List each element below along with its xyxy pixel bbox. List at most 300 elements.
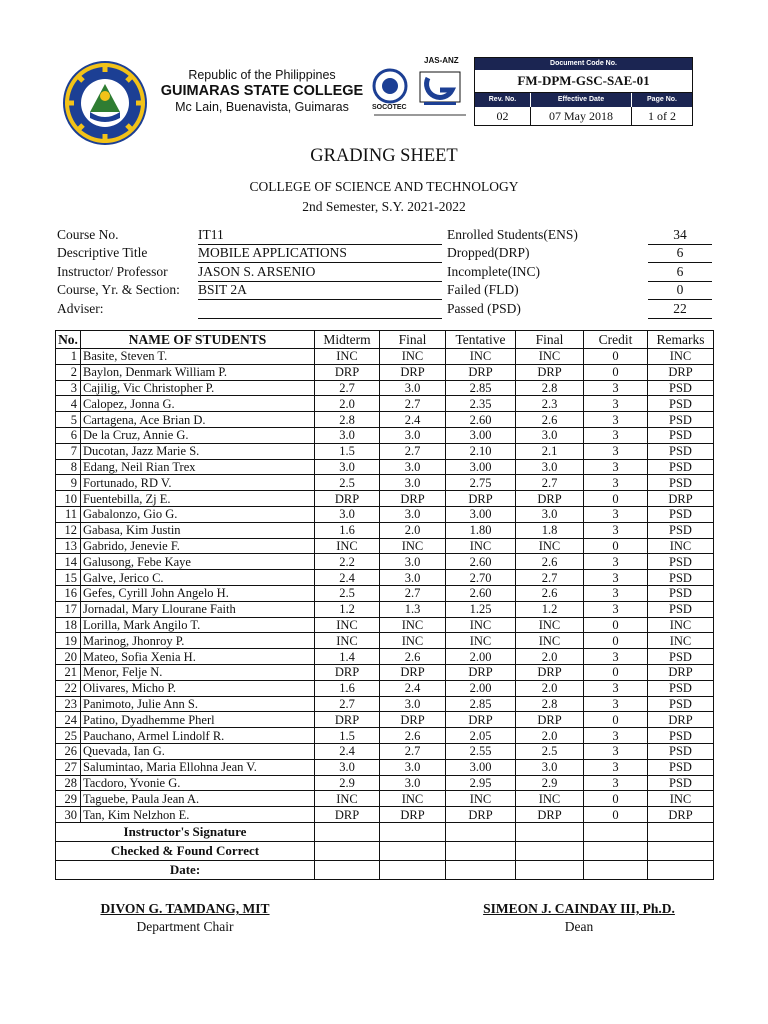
- final-grade: 2.9: [516, 775, 584, 791]
- college-seal-logo: [62, 60, 148, 146]
- semester: 2nd Semester, S.Y. 2021-2022: [302, 199, 466, 214]
- midterm-grade: 2.4: [315, 570, 380, 586]
- row-number: 12: [56, 522, 81, 538]
- credit: 0: [584, 491, 648, 507]
- table-row: [56, 633, 714, 649]
- row-number: 19: [56, 633, 81, 649]
- tentative-grade: 3.00: [446, 506, 516, 522]
- final-grade: INC: [516, 791, 584, 807]
- final-grade: DRP: [516, 664, 584, 680]
- final-term-grade: 3.0: [380, 506, 446, 522]
- tentative-grade: 2.75: [446, 475, 516, 491]
- checked-correct-label: Checked & Found Correct: [56, 841, 315, 860]
- row-number: 18: [56, 617, 81, 633]
- table-row: [56, 506, 714, 522]
- page-value: 1 of 2: [648, 109, 676, 123]
- student-name: Gabrido, Jenevie F.: [81, 538, 315, 554]
- student-name: Olivares, Micho P.: [81, 680, 315, 696]
- final-grade: 2.5: [516, 743, 584, 759]
- table-row: [56, 807, 714, 823]
- tentative-grade: INC: [446, 791, 516, 807]
- student-name: Tacdoro, Yvonie G.: [81, 775, 315, 791]
- table-row: [56, 791, 714, 807]
- table-row: [56, 459, 714, 475]
- remarks: PSD: [648, 649, 714, 665]
- midterm-grade: 2.8: [315, 412, 380, 428]
- remarks: INC: [648, 617, 714, 633]
- final-term-grade: 2.7: [380, 396, 446, 412]
- credit: 3: [584, 443, 648, 459]
- remarks: PSD: [648, 396, 714, 412]
- remarks: PSD: [648, 475, 714, 491]
- final-grade: 2.0: [516, 728, 584, 744]
- row-number: 13: [56, 538, 81, 554]
- midterm-grade: 2.0: [315, 396, 380, 412]
- date-value: 07 May 2018: [531, 107, 632, 125]
- midterm-grade: 2.4: [315, 743, 380, 759]
- student-name: Taguebe, Paula Jean A.: [81, 791, 315, 807]
- remarks: PSD: [648, 759, 714, 775]
- table-row: [56, 475, 714, 491]
- instructor-signature-label: Instructor's Signature: [56, 822, 315, 841]
- tentative-grade: 2.95: [446, 775, 516, 791]
- cert-accred: JAS-ANZ: [424, 56, 459, 65]
- credit: 3: [584, 506, 648, 522]
- midterm-grade: 2.9: [315, 775, 380, 791]
- midterm-grade: DRP: [315, 807, 380, 823]
- final-grade: 3.0: [516, 427, 584, 443]
- midterm-grade: 3.0: [315, 459, 380, 475]
- course-no-label: Course No.: [57, 227, 119, 242]
- section-label: Course, Yr. & Section:: [57, 282, 180, 297]
- student-name: Gefes, Cyrill John Angelo H.: [81, 585, 315, 601]
- student-name: Pauchano, Armel Lindolf R.: [81, 728, 315, 744]
- student-name: Quevada, Ian G.: [81, 743, 315, 759]
- final-term-grade: 2.4: [380, 680, 446, 696]
- row-number: 17: [56, 601, 81, 617]
- final-term-grade: INC: [380, 617, 446, 633]
- tentative-grade: 2.85: [446, 696, 516, 712]
- final-grade: 2.0: [516, 649, 584, 665]
- passed-label: Passed (PSD): [447, 301, 521, 316]
- final-grade: 2.6: [516, 585, 584, 601]
- student-name: Fuentebilla, Zj E.: [81, 491, 315, 507]
- credit: 3: [584, 427, 648, 443]
- instructor-signature-row: [56, 822, 714, 841]
- remarks: PSD: [648, 680, 714, 696]
- midterm-grade: 1.5: [315, 728, 380, 744]
- date-label: Date:: [56, 860, 315, 879]
- row-number: 6: [56, 427, 81, 443]
- tentative-grade: 3.00: [446, 427, 516, 443]
- student-name: Gabasa, Kim Justin: [81, 522, 315, 538]
- student-name: Menor, Felje N.: [81, 664, 315, 680]
- student-name: Basite, Steven T.: [81, 349, 315, 365]
- student-name: Lorilla, Mark Angilo T.: [81, 617, 315, 633]
- credit: 3: [584, 649, 648, 665]
- student-name: Baylon, Denmark William P.: [81, 364, 315, 380]
- remarks: PSD: [648, 728, 714, 744]
- row-number: 22: [56, 680, 81, 696]
- table-row: [56, 649, 714, 665]
- student-name: Panimoto, Julie Ann S.: [81, 696, 315, 712]
- student-name: Cajilig, Vic Christopher P.: [81, 380, 315, 396]
- final-term-grade: INC: [380, 633, 446, 649]
- table-row: [56, 696, 714, 712]
- grades-table: [55, 330, 714, 880]
- credit: 3: [584, 585, 648, 601]
- adviser-value: [198, 301, 442, 319]
- credit: 0: [584, 633, 648, 649]
- final-grade: 1.8: [516, 522, 584, 538]
- remarks: DRP: [648, 491, 714, 507]
- table-row: [56, 538, 714, 554]
- college-name: GUIMARAS STATE COLLEGE: [160, 83, 364, 99]
- table-row: [56, 759, 714, 775]
- credit: 0: [584, 349, 648, 365]
- credit: 3: [584, 570, 648, 586]
- final-term-grade: INC: [380, 349, 446, 365]
- final-term-grade: 3.0: [380, 427, 446, 443]
- row-number: 21: [56, 664, 81, 680]
- credit: 0: [584, 664, 648, 680]
- doc-code-label: Document Code No.: [475, 58, 692, 70]
- midterm-grade: 3.0: [315, 506, 380, 522]
- row-number: 4: [56, 396, 81, 412]
- col-header-credit: Credit: [584, 331, 648, 349]
- final-term-grade: DRP: [380, 364, 446, 380]
- credit: 0: [584, 807, 648, 823]
- instructor-label: Instructor/ Professor: [57, 264, 168, 279]
- midterm-grade: 3.0: [315, 427, 380, 443]
- final-grade: INC: [516, 633, 584, 649]
- table-row: [56, 491, 714, 507]
- remarks: PSD: [648, 506, 714, 522]
- midterm-grade: DRP: [315, 491, 380, 507]
- student-name: Tan, Kim Nelzhon E.: [81, 807, 315, 823]
- table-row: [56, 775, 714, 791]
- col-header-final: Final: [380, 331, 446, 349]
- table-row: [56, 680, 714, 696]
- adviser-label: Adviser:: [57, 301, 104, 316]
- student-name: Jornadal, Mary Llourane Faith: [81, 601, 315, 617]
- credit: 0: [584, 364, 648, 380]
- student-name: Patino, Dyadhemme Pherl: [81, 712, 315, 728]
- credit: 3: [584, 522, 648, 538]
- row-number: 26: [56, 743, 81, 759]
- remarks: PSD: [648, 554, 714, 570]
- final-term-grade: DRP: [380, 807, 446, 823]
- table-row: [56, 570, 714, 586]
- final-term-grade: 3.0: [380, 380, 446, 396]
- final-term-grade: 1.3: [380, 601, 446, 617]
- midterm-grade: 1.2: [315, 601, 380, 617]
- final-grade: 3.0: [516, 759, 584, 775]
- credit: 3: [584, 743, 648, 759]
- table-row: [56, 396, 714, 412]
- tentative-grade: 2.55: [446, 743, 516, 759]
- final-grade: DRP: [516, 364, 584, 380]
- remarks: PSD: [648, 443, 714, 459]
- college-address: Mc Lain, Buenavista, Guimaras: [175, 100, 349, 114]
- failed-value: 0: [648, 282, 712, 300]
- credit: 3: [584, 601, 648, 617]
- remarks: INC: [648, 349, 714, 365]
- dean-name: SIMEON J. CAINDAY III, Ph.D.: [483, 901, 675, 916]
- final-grade: 2.8: [516, 380, 584, 396]
- tentative-grade: 2.85: [446, 380, 516, 396]
- credit: 3: [584, 775, 648, 791]
- row-number: 3: [56, 380, 81, 396]
- student-name: Salumintao, Maria Ellohna Jean V.: [81, 759, 315, 775]
- col-header-final-grade: Final: [516, 331, 584, 349]
- desc-title-label: Descriptive Title: [57, 245, 148, 260]
- remarks: DRP: [648, 664, 714, 680]
- dean-role: Dean: [564, 919, 594, 934]
- final-grade: INC: [516, 538, 584, 554]
- tentative-grade: 2.05: [446, 728, 516, 744]
- student-name: Edang, Neil Rian Trex: [81, 459, 315, 475]
- final-term-grade: 3.0: [380, 696, 446, 712]
- final-term-grade: 3.0: [380, 775, 446, 791]
- final-term-grade: 2.6: [380, 649, 446, 665]
- row-number: 15: [56, 570, 81, 586]
- final-grade: DRP: [516, 712, 584, 728]
- enrolled-value: 34: [648, 227, 712, 245]
- midterm-grade: 1.5: [315, 443, 380, 459]
- remarks: PSD: [648, 775, 714, 791]
- final-term-grade: 2.4: [380, 412, 446, 428]
- credit: 3: [584, 396, 648, 412]
- row-number: 16: [56, 585, 81, 601]
- midterm-grade: 2.5: [315, 585, 380, 601]
- tentative-grade: DRP: [446, 712, 516, 728]
- remarks: PSD: [648, 601, 714, 617]
- row-number: 9: [56, 475, 81, 491]
- row-number: 14: [56, 554, 81, 570]
- failed-label: Failed (FLD): [447, 282, 519, 297]
- credit: 3: [584, 412, 648, 428]
- table-row: [56, 664, 714, 680]
- certification-logos: [368, 58, 472, 124]
- col-header-no: No.: [56, 331, 81, 349]
- student-name: Gabalonzo, Gio G.: [81, 506, 315, 522]
- student-name: Galve, Jerico C.: [81, 570, 315, 586]
- midterm-grade: INC: [315, 538, 380, 554]
- remarks: PSD: [648, 412, 714, 428]
- tentative-grade: 2.10: [446, 443, 516, 459]
- date-label: Effective Date: [531, 93, 632, 107]
- table-row: [56, 617, 714, 633]
- remarks: PSD: [648, 570, 714, 586]
- row-number: 28: [56, 775, 81, 791]
- passed-value: 22: [648, 301, 712, 319]
- credit: 0: [584, 538, 648, 554]
- tentative-grade: 1.25: [446, 601, 516, 617]
- midterm-grade: 3.0: [315, 759, 380, 775]
- midterm-grade: DRP: [315, 712, 380, 728]
- row-number: 2: [56, 364, 81, 380]
- tentative-grade: 2.60: [446, 585, 516, 601]
- final-term-grade: 3.0: [380, 475, 446, 491]
- tentative-grade: 2.35: [446, 396, 516, 412]
- row-number: 1: [56, 349, 81, 365]
- remarks: PSD: [648, 380, 714, 396]
- row-number: 23: [56, 696, 81, 712]
- republic-line: Republic of the Philippines: [188, 68, 336, 82]
- tentative-grade: DRP: [446, 664, 516, 680]
- midterm-grade: INC: [315, 349, 380, 365]
- tentative-grade: DRP: [446, 364, 516, 380]
- table-header-row: [56, 331, 714, 349]
- final-term-grade: 3.0: [380, 570, 446, 586]
- final-grade: 2.0: [516, 680, 584, 696]
- desc-title-value: MOBILE APPLICATIONS: [198, 245, 442, 263]
- midterm-grade: 1.4: [315, 649, 380, 665]
- table-row: [56, 349, 714, 365]
- midterm-grade: 2.5: [315, 475, 380, 491]
- rev-value: 02: [475, 107, 531, 125]
- tentative-grade: 3.00: [446, 459, 516, 475]
- cert-brand: SOCOTEC: [372, 104, 407, 111]
- table-row: [56, 743, 714, 759]
- department-chair-signature: [70, 901, 300, 935]
- midterm-grade: 2.7: [315, 380, 380, 396]
- page-label: Page No.: [647, 96, 677, 103]
- final-term-grade: DRP: [380, 491, 446, 507]
- midterm-grade: 1.6: [315, 680, 380, 696]
- tentative-grade: 2.00: [446, 649, 516, 665]
- final-grade: 2.8: [516, 696, 584, 712]
- tentative-grade: 2.00: [446, 680, 516, 696]
- table-row: [56, 601, 714, 617]
- final-grade: 2.6: [516, 412, 584, 428]
- tentative-grade: INC: [446, 633, 516, 649]
- remarks: PSD: [648, 743, 714, 759]
- credit: 3: [584, 380, 648, 396]
- final-grade: INC: [516, 617, 584, 633]
- student-name: Ducotan, Jazz Marie S.: [81, 443, 315, 459]
- final-term-grade: 2.0: [380, 522, 446, 538]
- student-name: Marinog, Jhonroy P.: [81, 633, 315, 649]
- tentative-grade: 2.70: [446, 570, 516, 586]
- table-row: [56, 712, 714, 728]
- final-term-grade: INC: [380, 791, 446, 807]
- final-grade: DRP: [516, 807, 584, 823]
- remarks: INC: [648, 633, 714, 649]
- final-grade: 2.6: [516, 554, 584, 570]
- chair-role: Department Chair: [136, 919, 234, 934]
- incomplete-label: Incomplete(INC): [447, 264, 540, 279]
- enrolled-label: Enrolled Students(ENS): [447, 227, 578, 242]
- col-header-remarks: Remarks: [648, 331, 714, 349]
- row-number: 20: [56, 649, 81, 665]
- credit: 0: [584, 617, 648, 633]
- final-grade: DRP: [516, 491, 584, 507]
- final-term-grade: 2.7: [380, 443, 446, 459]
- tentative-grade: 2.60: [446, 412, 516, 428]
- incomplete-value: 6: [648, 264, 712, 282]
- row-number: 5: [56, 412, 81, 428]
- final-term-grade: 3.0: [380, 554, 446, 570]
- final-term-grade: 2.7: [380, 743, 446, 759]
- remarks: INC: [648, 791, 714, 807]
- document-code-box: [474, 57, 693, 126]
- credit: 0: [584, 791, 648, 807]
- tentative-grade: DRP: [446, 491, 516, 507]
- credit: 3: [584, 728, 648, 744]
- chair-name: DIVON G. TAMDANG, MIT: [100, 901, 270, 916]
- dropped-label: Dropped(DRP): [447, 245, 530, 260]
- student-name: Fortunado, RD V.: [81, 475, 315, 491]
- midterm-grade: INC: [315, 791, 380, 807]
- dropped-value: 6: [648, 245, 712, 263]
- final-grade: 2.7: [516, 570, 584, 586]
- student-name: Galusong, Febe Kaye: [81, 554, 315, 570]
- final-term-grade: DRP: [380, 712, 446, 728]
- remarks: PSD: [648, 585, 714, 601]
- credit: 3: [584, 680, 648, 696]
- table-row: [56, 364, 714, 380]
- checked-correct-row: [56, 841, 714, 860]
- section-value: BSIT 2A: [198, 282, 442, 300]
- final-grade: INC: [516, 349, 584, 365]
- credit: 3: [584, 459, 648, 475]
- final-term-grade: 3.0: [380, 759, 446, 775]
- col-header-midterm: Midterm: [315, 331, 380, 349]
- final-grade: 3.0: [516, 459, 584, 475]
- midterm-grade: 2.7: [315, 696, 380, 712]
- row-number: 25: [56, 728, 81, 744]
- student-name: Cartagena, Ace Brian D.: [81, 412, 315, 428]
- tentative-grade: 1.80: [446, 522, 516, 538]
- final-grade: 1.2: [516, 601, 584, 617]
- tentative-grade: DRP: [446, 807, 516, 823]
- final-grade: 2.3: [516, 396, 584, 412]
- page-title: GRADING SHEET: [310, 146, 458, 166]
- final-term-grade: DRP: [380, 664, 446, 680]
- midterm-grade: 2.2: [315, 554, 380, 570]
- final-term-grade: 2.7: [380, 585, 446, 601]
- row-number: 8: [56, 459, 81, 475]
- table-row: [56, 380, 714, 396]
- col-header-name: NAME OF STUDENTS: [81, 331, 315, 349]
- tentative-grade: INC: [446, 617, 516, 633]
- remarks: PSD: [648, 696, 714, 712]
- midterm-grade: INC: [315, 617, 380, 633]
- midterm-grade: INC: [315, 633, 380, 649]
- remarks: PSD: [648, 427, 714, 443]
- table-row: [56, 412, 714, 428]
- student-name: Mateo, Sofia Xenia H.: [81, 649, 315, 665]
- instructor-value: JASON S. ARSENIO: [198, 264, 442, 282]
- remarks: DRP: [648, 712, 714, 728]
- final-term-grade: 3.0: [380, 459, 446, 475]
- tentative-grade: 3.00: [446, 759, 516, 775]
- credit: 3: [584, 475, 648, 491]
- midterm-grade: 1.6: [315, 522, 380, 538]
- table-row: [56, 554, 714, 570]
- tentative-grade: 2.60: [446, 554, 516, 570]
- dean-signature: [450, 901, 708, 935]
- remarks: INC: [648, 538, 714, 554]
- college-header: [152, 68, 372, 115]
- remarks: PSD: [648, 459, 714, 475]
- credit: 3: [584, 554, 648, 570]
- table-row: [56, 443, 714, 459]
- tentative-grade: INC: [446, 538, 516, 554]
- table-row: [56, 728, 714, 744]
